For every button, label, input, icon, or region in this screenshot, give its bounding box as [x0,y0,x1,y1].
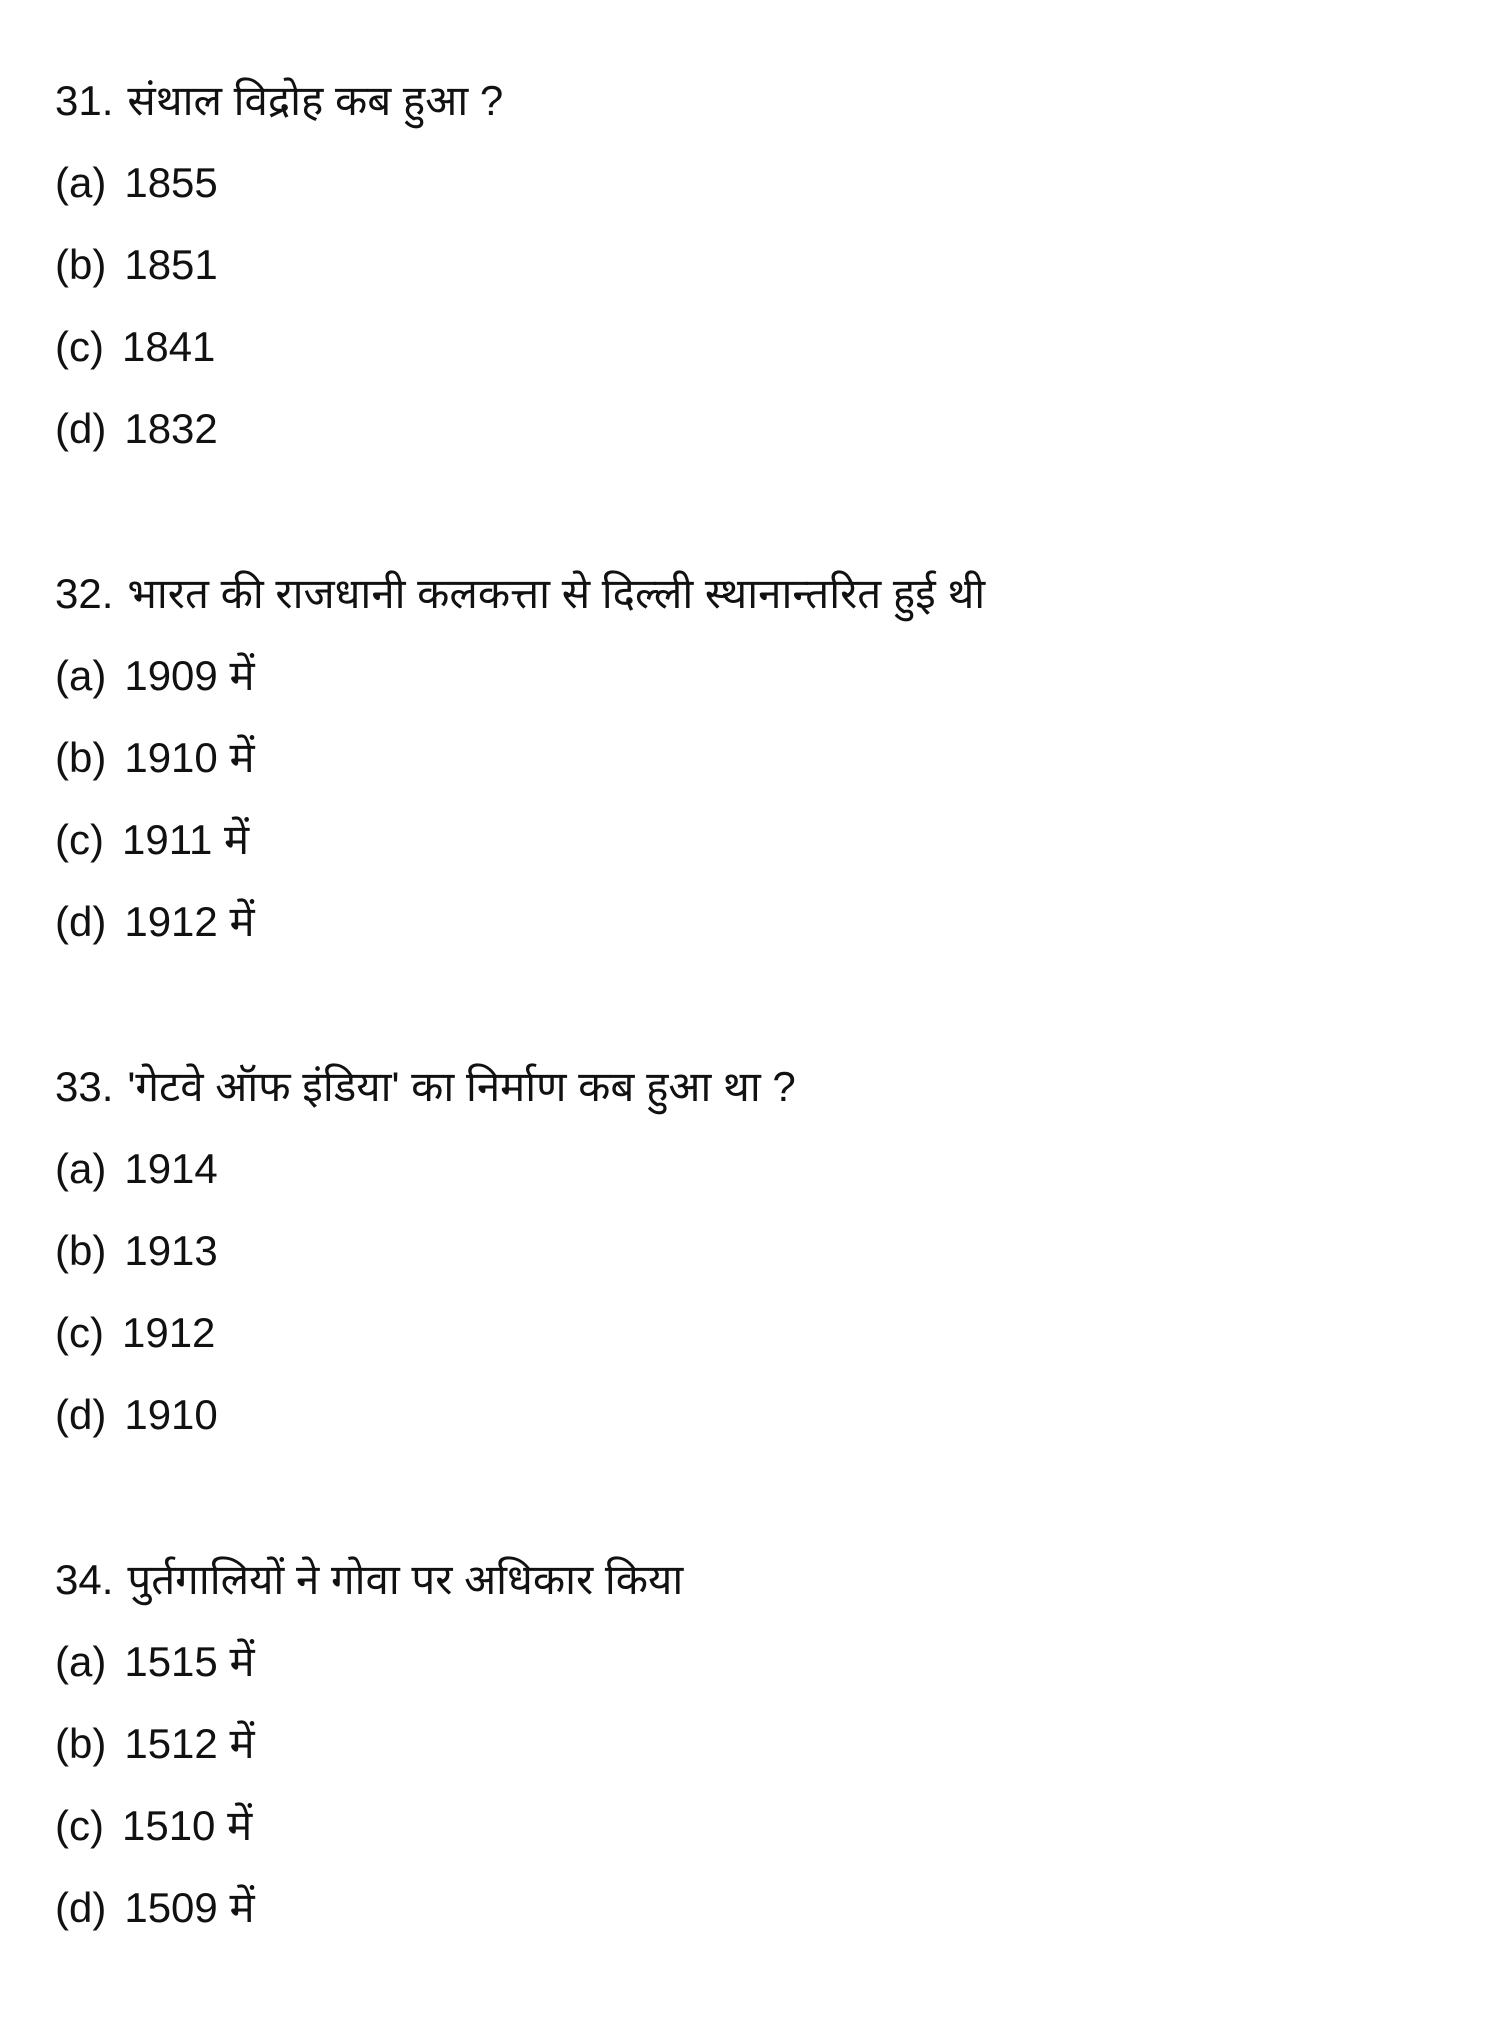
option-label: (c) [55,1309,104,1356]
option-text: 1512 में [124,1720,255,1767]
option-text: 1913 [124,1227,218,1274]
option-label: (b) [55,734,107,781]
option-text: 1912 [121,1309,216,1356]
question-stem [55,1046,985,1128]
option-text: 1510 में [121,1802,253,1849]
question-stem [55,553,985,635]
option-label: (d) [55,898,107,945]
option-text: 1911 में [121,816,250,863]
question-list [55,60,985,2032]
option [55,799,985,881]
option-label: (d) [55,1884,107,1931]
option [55,1374,985,1456]
option-text: 1912 में [124,898,255,945]
option-label: (c) [55,1802,104,1849]
option-text: 1841 [121,323,216,370]
question-stem [55,60,985,142]
option [55,1292,985,1374]
option-label: (b) [55,241,107,288]
option [55,1621,985,1703]
question-text: पुर्तगालियों ने गोवा पर अधिकार किया [127,1556,684,1603]
question-block [55,1046,985,1456]
option-text: 1509 में [124,1884,255,1931]
option [55,388,985,470]
option-text: 1914 [124,1145,218,1192]
option-text: 1832 [124,405,218,452]
option-label: (a) [55,159,107,206]
option [55,1128,985,1210]
option-label: (a) [55,1638,107,1685]
option-text: 1909 में [124,652,255,699]
option [55,717,985,799]
question-block [55,1539,985,1949]
question-stem [55,1539,985,1621]
option [55,1867,985,1949]
option-text: 1851 [124,241,218,288]
question-block [55,553,985,963]
question-number: 32. [55,570,114,617]
question-number: 31. [55,77,114,124]
option [55,224,985,306]
option-label: (d) [55,405,107,452]
option [55,142,985,224]
question-text: संथाल विद्रोह कब हुआ ? [127,77,504,124]
option [55,635,985,717]
option-label: (b) [55,1720,107,1767]
option-label: (c) [55,323,104,370]
question-block [55,60,985,470]
option [55,1703,985,1785]
option-text: 1910 [124,1391,218,1438]
option [55,881,985,963]
option-text: 1515 में [124,1638,255,1685]
question-text: 'गेटवे ऑफ इंडिया' का निर्माण कब हुआ था ? [127,1063,796,1110]
option [55,1210,985,1292]
option-text: 1855 [124,159,218,206]
option-text: 1910 में [124,734,255,781]
question-number: 34. [55,1556,114,1603]
option-label: (a) [55,1145,107,1192]
option-label: (b) [55,1227,107,1274]
question-number: 33. [55,1063,114,1110]
option-label: (c) [55,816,104,863]
option-label: (a) [55,652,107,699]
option-label: (d) [55,1391,107,1438]
option [55,306,985,388]
option [55,1785,985,1867]
question-text: भारत की राजधानी कलकत्ता से दिल्ली स्थानान्तरित हुई थी [127,570,986,617]
